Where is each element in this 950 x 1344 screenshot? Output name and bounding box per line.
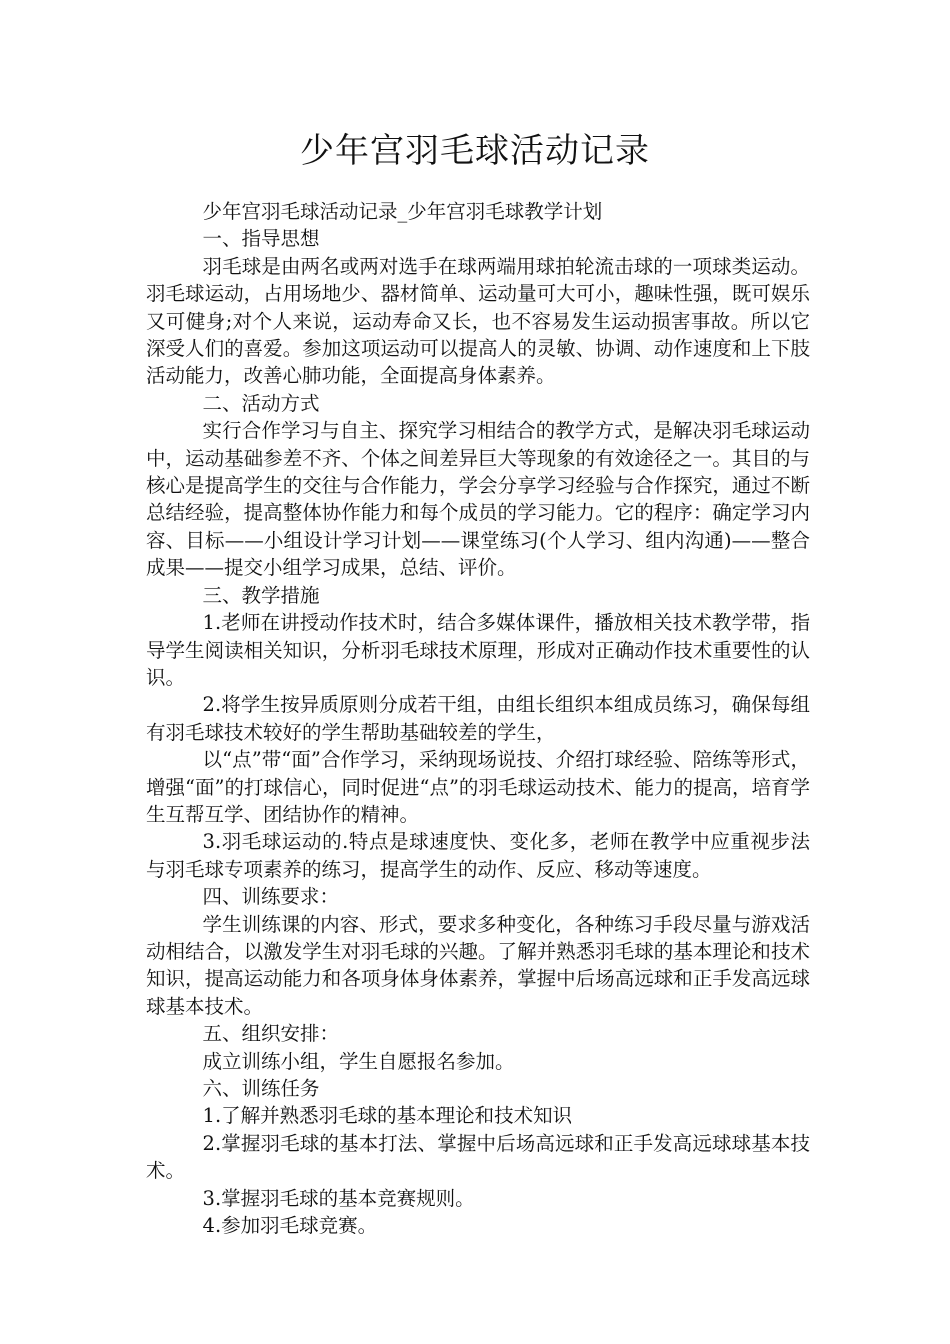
body-paragraph: 成立训练小组，学生自愿报名参加。 xyxy=(202,1049,515,1073)
body-paragraph: 以“点”带“面”合作学习，采纳现场说技、介绍打球经验、陪练等形式，增强“面”的打球信心，同时促进“点”的羽毛球运动技术、能力的提高，培育学生互帮互学、团结协作的精神。 xyxy=(146,748,810,826)
body-paragraph: 2.将学生按异质原则分成若干组，由组长组织本组成员练习，确保每组有羽毛球技术较好的学生帮助基础较差的学生， xyxy=(146,693,810,744)
document-title: 少年宫羽毛球活动记录 xyxy=(300,131,650,171)
body-paragraph: 3.羽毛球运动的.特点是球速度快、变化多，老师在教学中应重视步法与羽毛球专项素养的练习，提高学生的动作、反应、移动等速度。 xyxy=(146,830,810,881)
list-item: 4.参加羽毛球竞赛。 xyxy=(202,1214,378,1238)
list-item: 3.掌握羽毛球的基本竞赛规则。 xyxy=(202,1186,475,1210)
section-heading-activity-method: 二、活动方式 xyxy=(202,391,320,415)
list-item: 2.掌握羽毛球的基本打法、掌握中后场高远球和正手发高远球球基本技术。 xyxy=(146,1131,810,1183)
section-heading-training-tasks: 六、训练任务 xyxy=(202,1077,320,1100)
section-heading-guiding-ideology: 一、指导思想 xyxy=(202,227,320,251)
body-paragraph: 羽毛球是由两名或两对选手在球两端用球拍轮流击球的一项球类运动。羽毛球运动，占用场地少、器材简单、运动量可大可小，趣味性强，既可娱乐又可健身;对个人来说，运动寿命又长，也不容易发生运动损害事故。所以它深受人们的喜爱。参加这项运动可以提高人的灵敏、协调、动作速度和上下肢活动能力，改善心肺功能，全面提高身体素养。 xyxy=(146,254,810,388)
list-item: 1.了解并熟悉羽毛球的基本理论和技术知识 xyxy=(202,1104,573,1128)
body-paragraph: 1.老师在讲授动作技术时，结合多媒体课件，播放相关技术教学带，指导学生阅读相关知识，分析羽毛球技术原理，形成对正确动作技术重要性的认识。 xyxy=(146,611,810,689)
section-heading-organization: 五、组织安排： xyxy=(202,1022,340,1046)
section-heading-training-requirements: 四、训练要求： xyxy=(202,885,340,909)
subtitle-paragraph: 少年宫羽毛球活动记录_少年宫羽毛球教学计划 xyxy=(202,200,603,223)
body-paragraph: 学生训练课的内容、形式，要求多种变化，各种练习手段尽量与游戏活动相结合，以激发学生对羽毛球的兴趣。了解并熟悉羽毛球的基本理论和技术知识，提高运动能力和各项身体身体素养，掌握中后场高远球和正手发高远球球基本技术。 xyxy=(146,912,810,1018)
body-paragraph: 实行合作学习与自主、探究学习相结合的教学方式，是解决羽毛球运动中，运动基础参差不齐、个体之间差异巨大等现象的有效途径之一。其目的与核心是提高学生的交往与合作能力，学会分享学习经验与合作探究，通过不断总结经验，提高整体协作能力和每个成员的学习能力。它的程序：确定学习内容、目标——小组设计学习计划——课堂练习(个人学习、组内沟通)——整合成果——提交小组学习成果，总结、评价。 xyxy=(146,419,810,580)
document-body xyxy=(146,198,810,1239)
section-heading-teaching-measures: 三、教学措施 xyxy=(202,583,320,607)
